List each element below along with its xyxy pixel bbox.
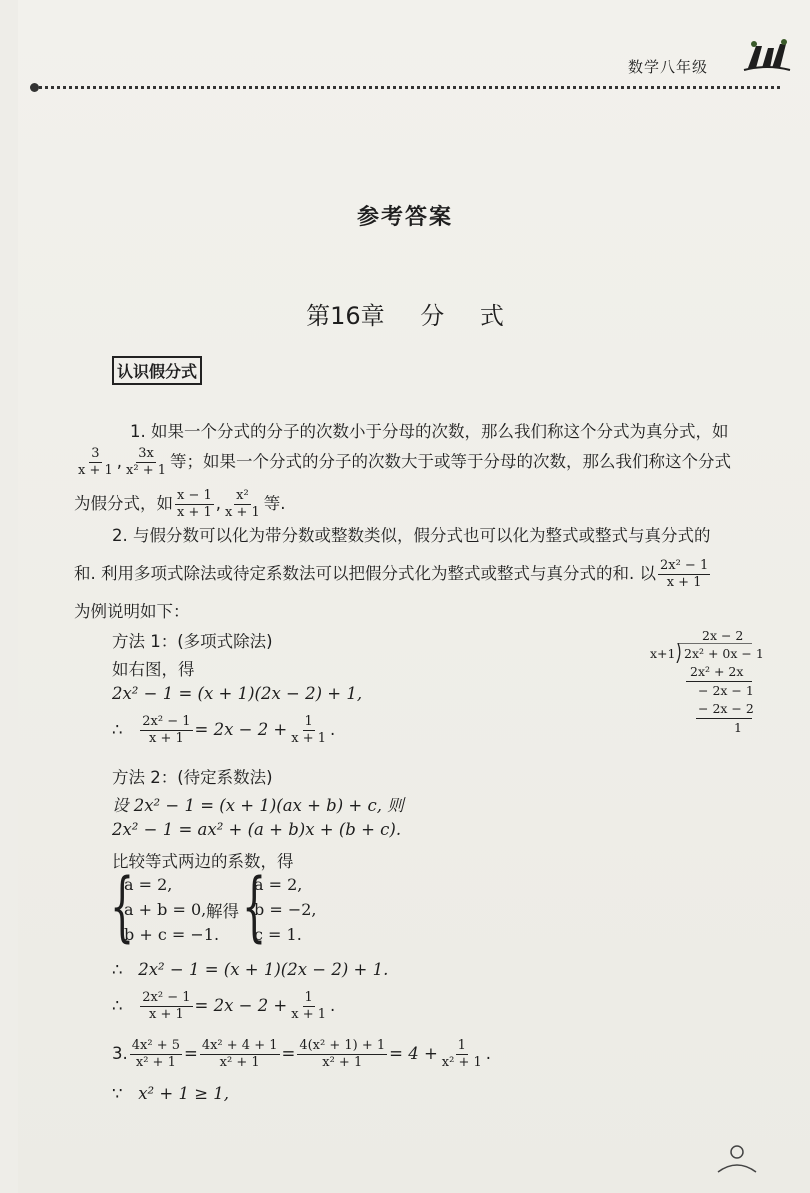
- p2-line1: 2. 与假分数可以化为带分数或整数类似，假分式也可以化为整式或整式与真分式的: [112, 526, 711, 545]
- fraction: $\frac{1}{x + 1}$: [291, 714, 327, 746]
- method2-line2: 2x² − 1 = ax² + (a + b)x + (b + c).: [112, 820, 402, 839]
- solve-label: 解得: [206, 902, 239, 921]
- quotient: 2x − 2: [702, 628, 744, 643]
- step1: 2x² + 2x: [690, 664, 744, 679]
- chapter-title-a: 分: [420, 302, 445, 330]
- left-brace: {: [110, 861, 135, 950]
- p1-line3: 为假分式，如 $\frac{x - 1}{x + 1}$ , $\frac{\text{x²}}{x + 1}$ 等.: [74, 488, 286, 520]
- fraction: $\frac{\text{4x² + 5}}{\text{x² + 1}}$: [131, 1038, 180, 1070]
- method1-line2: 2x² − 1 = (x + 1)(2x − 2) + 1,: [112, 684, 363, 703]
- fraction: $\frac{1}{x + 1}$: [291, 990, 327, 1022]
- method1-line1: 如右图，得: [112, 660, 195, 679]
- p3-line1: 3. $\frac{\text{4x² + 5}}{\text{x² + 1}}$ = $\frac{\text{4x² + 4 + 1}}{\text{x² + 1}}$ = $\frac{\text{4(x² + 1) + 1}}{\text{x² + 1}}$ = 4 + $\frac{1}{\text{x² + 1}}$ .: [112, 1038, 492, 1070]
- method2-line4: ∴ 2x² − 1 = (x + 1)(2x − 2) + 1.: [112, 960, 389, 979]
- method2-line3: 比较等式两边的系数，得: [112, 852, 294, 871]
- fraction: $\frac{\text{x²}}{x + 1}$: [225, 488, 260, 520]
- p3-line2: ∵ x² + 1 ≥ 1,: [112, 1084, 230, 1103]
- rule: [696, 718, 752, 719]
- dividend: 2x² + 0x − 1: [684, 646, 764, 661]
- header-divider: [34, 86, 780, 89]
- fraction: $\frac{x - 1}{x + 1}$: [177, 488, 212, 520]
- chapter-title-b: 式: [479, 302, 504, 330]
- rule: [686, 681, 752, 682]
- p2-line2: 和. 利用多项式除法或待定系数法可以把假分式化为整式或整式与真分式的和. 以 $\frac{\text{2x² − 1}}{x + 1}$: [74, 558, 709, 590]
- page-ornament-icon: [714, 1138, 760, 1178]
- fraction: $\frac{\text{4(x² + 1) + 1}}{\text{x² + 1}}$: [299, 1038, 386, 1070]
- fraction: $\frac{\text{2x² − 1}}{x + 1}$: [142, 990, 191, 1022]
- chapter-number: 第16章: [306, 302, 385, 330]
- section-title: 参考答案: [356, 205, 453, 230]
- p1-line1: 1. 如果一个分式的分子的次数小于分母的次数，那么我们称这个分式为真分式，如: [130, 422, 729, 441]
- method2-label: 方法 2：(待定系数法): [112, 768, 273, 787]
- topic-label: 认识假分式: [112, 356, 202, 385]
- fraction: $\frac{3}{x + 1}$: [78, 446, 113, 478]
- system-right: a = 2, b = −2, c = 1.: [254, 875, 317, 944]
- method1-result: ∴ $\frac{\text{2x² − 1}}{x + 1}$ = 2x − 2 + $\frac{1}{x + 1}$ .: [112, 714, 336, 746]
- fraction: $\frac{1}{\text{x² + 1}}$: [441, 1038, 482, 1070]
- method2-result: ∴ $\frac{\text{2x² − 1}}{x + 1}$ = 2x − 2 + $\frac{1}{x + 1}$ .: [112, 990, 336, 1022]
- system-left: a = 2, a + b = 0, b + c = −1.: [124, 875, 220, 944]
- long-division: [650, 628, 764, 736]
- book-logo-icon: [742, 38, 792, 74]
- remainder2: 1: [734, 720, 742, 735]
- fraction: $\frac{3x}{\text{x² + 1}}$: [126, 446, 166, 478]
- p1-line2: $\frac{3}{x + 1}$ , $\frac{3x}{\text{x² + 1}}$ 等；如果一个分式的分子的次数大于或等于分母的次数，那么我们称这个分式: [78, 446, 731, 478]
- step2: − 2x − 2: [698, 701, 754, 716]
- method1-label: 方法 1：(多项式除法): [112, 632, 273, 651]
- p2-line3: 为例说明如下：: [74, 602, 190, 621]
- fraction: $\frac{\text{2x² − 1}}{x + 1}$: [659, 558, 709, 590]
- fraction: $\frac{\text{4x² + 4 + 1}}{\text{x² + 1}}$: [201, 1038, 278, 1070]
- remainder1: − 2x − 1: [698, 683, 754, 698]
- header-title: 数学八年级: [628, 58, 709, 76]
- right-brace: {: [242, 861, 267, 950]
- divisor: x+1: [650, 646, 676, 661]
- chapter-title: [0, 296, 810, 331]
- method2-line1: 设 2x² − 1 = (x + 1)(ax + b) + c, 则: [112, 796, 404, 815]
- fraction: $\frac{\text{2x² − 1}}{x + 1}$: [142, 714, 191, 746]
